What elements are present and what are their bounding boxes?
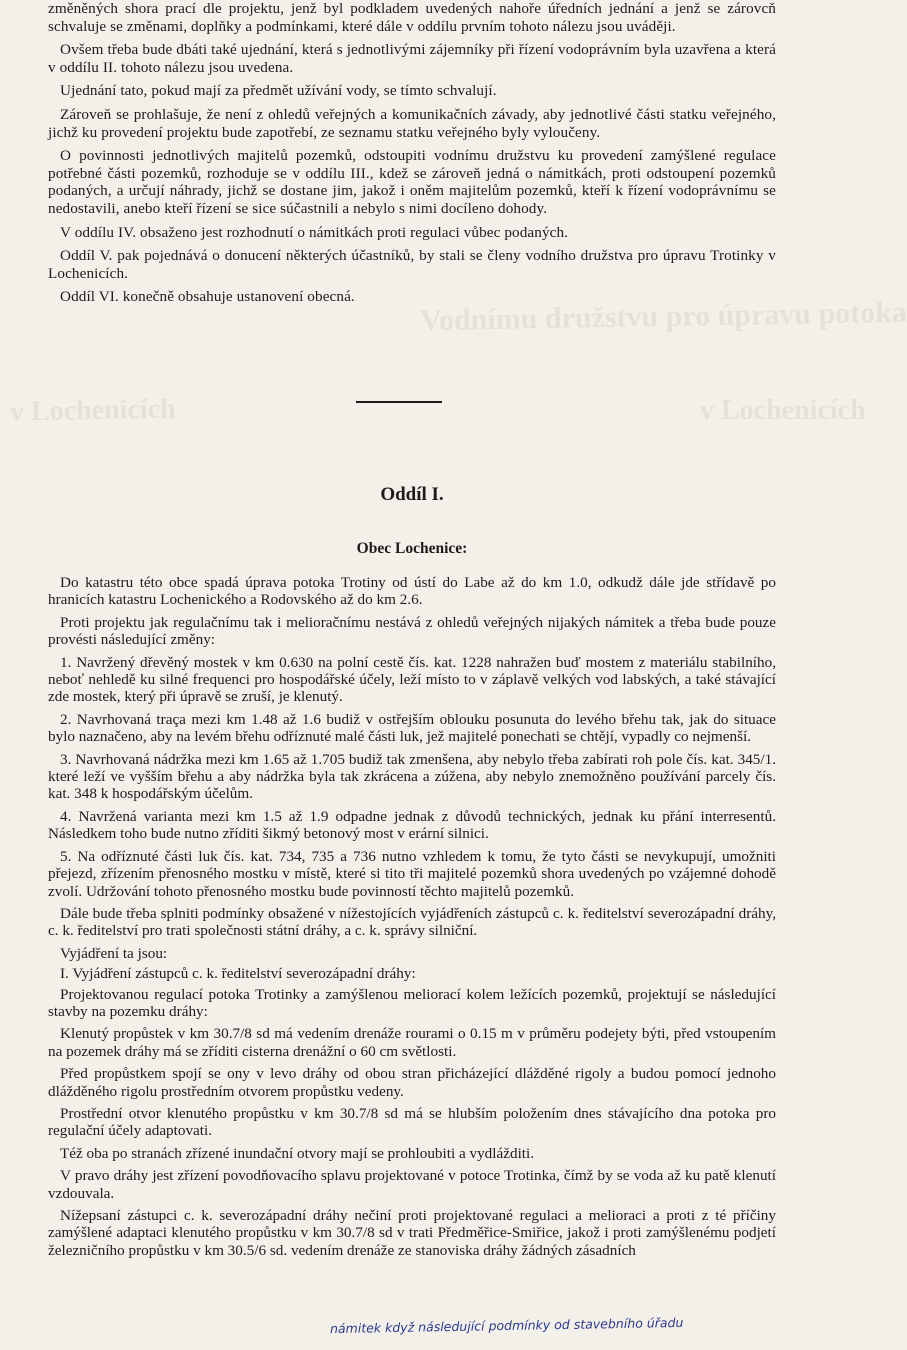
subheading: I. Vyjádření zástupců c. k. ředitelství severozápadní dráhy:: [60, 965, 416, 983]
paragraph: V pravo dráhy jest zřízení povodňovacího splavu projektované v potoce Trotinka, čímž by se voda až ku patě klenutí vzdouvala.: [48, 1167, 776, 1202]
paragraph: Oddíl V. pak pojednává o donucení některých účastníků, by stali se členy vodního družstva pro úpravu Trotinky v Lochenicích.: [48, 247, 776, 282]
paragraph: Zároveň se prohlašuje, že není z ohledů veřejných a komunikačních závady, aby jednotlivé části statku veřejného, jichž ku provedení projektu bude zapotřebí, ze seznamu statku veřejného byly vyloučeny.: [48, 105, 776, 141]
list-item: 2. Navrhovaná traça mezi km 1.48 až 1.6 budiž v ostřejším oblouku posunuta do levého břehu tak, jak do situace bylo naznačeno, aby na levém břehu odříznuté malé části luk, jež majitelé ponechati se chtějí, vypadly co nejmenší.: [48, 710, 776, 746]
paragraph: Dále bude třeba splniti podmínky obsažené v nížestojících vyjádřeních zástupců c. k. ředitelství severozápadní dráhy, c. k. ředitelství pro trati společnosti státní dráhy, a c. k. správy silniční.: [48, 904, 776, 940]
section-subtitle: Obec Lochenice:: [356, 540, 468, 557]
paragraph: Ujednání tato, pokud mají za předmět užívání vody, se tímto schvalují.: [60, 82, 497, 100]
paragraph: Do katastru této obce spadá úprava potoka Trotiny od ústí do Labe až do km 1.0, odkudž dále jde střídavě po hranicích katastru Lochenického a Rodovského až do km 2.6.: [48, 574, 776, 609]
paragraph: změněných shora prací dle projektu, jenž byl podkladem uvedených nahoře úředních jednání a jenž se zárovcň schvaluje se změnami, doplňky a podmínkami, které dále v oddílu prvním tohoto nálezu jsou uváději.: [48, 0, 776, 35]
list-item: 5. Na odříznuté části luk čís. kat. 734, 735 a 736 nutno vzhledem k tomu, že tyto části se nevykupují, umožniti přejezd, zřízením přenosného mostku v místě, které si tito tři majitelé pozemků shora uvedených po vzájemné dohodě zvolí. Udržování tohoto přenosného mostku bude povinností těchto majitelů pozemků.: [48, 847, 776, 900]
list-item: 3. Navrhovaná nádržka mezi km 1.65 až 1.705 budiž tak zmenšena, aby nebylo třeba zabírati roh pole čís. kat. 345/1. které leží ve vyšším břehu a aby nádržka byla tak zkrácena a zúžena, aby nebylo znemožněno používání parcely čís. kat. 348 k hospodářským účelům.: [48, 750, 776, 803]
paragraph: Též oba po stranách zřízené inundační otvory mají se prohloubiti a vydlážditi.: [60, 1144, 535, 1162]
bleed-through-text: v Lochenicích: [700, 395, 866, 426]
list-item: 4. Navržená varianta mezi km 1.5 až 1.9 odpadne jednak z důvodů technických, jednak ku přání interresentů. Následkem toho bude nutno zříditi šikmý betonový most v erární silnici.: [48, 807, 776, 843]
section-divider: [356, 401, 442, 403]
bleed-through-text: v Lochenicích: [9, 393, 176, 428]
paragraph: Oddíl VI. konečně obsahuje ustanovení obecná.: [60, 288, 355, 306]
section-body: [48, 574, 776, 1264]
list-item: 1. Navržený dřevěný mostek v km 0.630 na polní cestě čís. kat. 1228 nahražen buď mostem z materiálu stabilního, neboť nehledě ku silné frequenci pro hospodářské účely, leží místo to v záplavě velkých vod labských, a také stávající zde mostek, který při úpravě se zruší, je klenutý.: [48, 653, 776, 706]
paragraph: Projektovanou regulací potoka Trotinky a zamýšlenou meliorací kolem ležících pozemků, projektují se následující stavby na pozemku dráhy:: [48, 985, 776, 1020]
handwritten-annotation: námitek když následující podmínky od stavebního úřadu: [329, 1314, 684, 1337]
paragraph: Vyjádření ta jsou:: [60, 944, 168, 962]
paragraph: Nížepsaní zástupci c. k. severozápadní dráhy nečiní proti projektované regulaci a melioraci a proti z té příčiny zamýšlené adaptaci klenutého propůstku v km 30.7/8 sd v trati Předměřice-Smiřice, jakož i proti zamýšlenému podjetí železničního propůstku v km 30.5/6 sd. vedením drenáže ze stanoviska dráhy žádných zásadních: [48, 1207, 776, 1259]
section-title: Oddíl I.: [380, 484, 444, 505]
bleed-through-text: Vodnímu družstvu pro úpravu potoka: [419, 295, 907, 338]
intro-paragraphs: [48, 0, 776, 312]
paragraph: Klenutý propůstek v km 30.7/8 sd má vedením drenáže rourami o 0.15 m v průměru podejety býti, před vstoupením na pozemek dráhy má se zříditi cisterna drenážní o 60 cm světlosti.: [48, 1025, 776, 1060]
paragraph: Prostřední otvor klenutého propůstku v km 30.7/8 sd má se hlubším položením dnes stávajícího dna potoka pro regulační účely adaptovati.: [48, 1104, 776, 1140]
paragraph: Ovšem třeba bude dbáti také ujednání, která s jednotlivými zájemníky při řízení vodoprávním byla uzavřena a která v oddílu II. tohoto nálezu jsou uvedena.: [48, 41, 776, 76]
paragraph: O povinnosti jednotlivých majitelů pozemků, odstoupiti vodnímu družstvu ku provedení zamýšlené regulace potřebné části pozemků, rozhoduje se v oddílu III., kdež se zároveň jedná o námitkách, proti odstoupení pozemků podaných, a určují náhrady, jichž se dostane jim, jakož i oněm majitelům pozemků, kteří k řízení vodoprávnímu se nedostavili, anebo kteří řízení se sice súčastnili a nebylo s nimi docíleno dohody.: [48, 147, 776, 217]
paragraph: Před propůstkem spojí se ony v levo dráhy od obou stran přicházející dlážděné rigoly a budou pomocí jednoho dlážděného rigolu prostředním otvorem propůstku vedeny.: [48, 1065, 776, 1100]
paragraph: V oddílu IV. obsaženo jest rozhodnutí o námitkách proti regulaci vůbec podaných.: [60, 223, 569, 241]
paragraph: Proti projektu jak regulačnímu tak i melioračnímu nestává z ohledů veřejných nijakých námitek a třeba bude pouze provésti následující změny:: [48, 613, 776, 649]
